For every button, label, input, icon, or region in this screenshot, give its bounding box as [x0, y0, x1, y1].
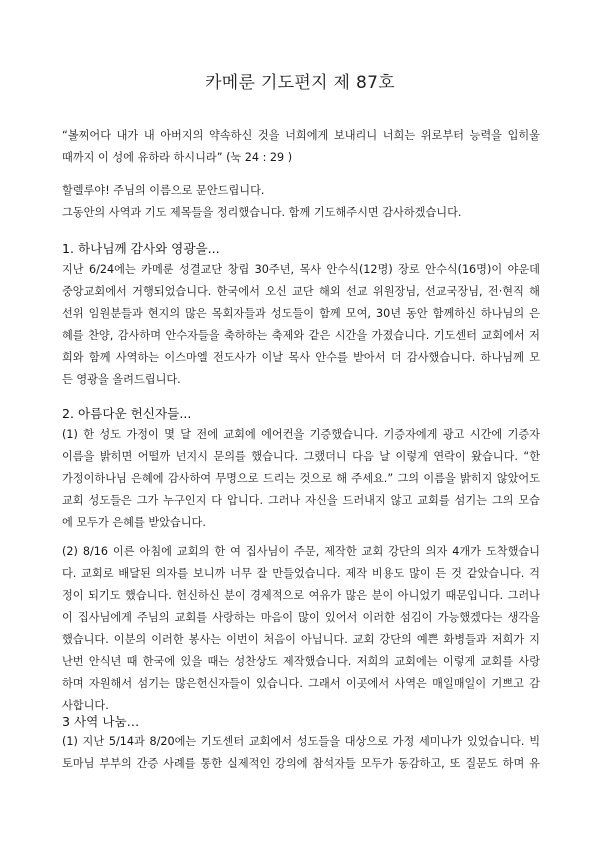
scripture-verse — [62, 125, 540, 169]
section-2-paragraph-2 — [62, 541, 540, 717]
paragraph-line: 토마님 부부의 간증 사례를 통한 실제적인 강의에 참석자들 모두가 동감하고, 또 질문도 하며 유 — [62, 757, 540, 770]
page-title: 카메룬 기도편지 제 87호 — [205, 73, 395, 93]
paragraph-line: 혜를 찬양, 감사하며 안수자들을 축하하는 축제와 같은 시간을 가졌습니다. 기도센터 교회에서 저 — [62, 329, 540, 342]
verse-line: 때까지 이 성에 유하라 하시니라” (눅 24 : 29 ) — [62, 151, 293, 164]
section-heading-3: 3 사역 나눔… — [62, 714, 140, 729]
paragraph-line: 하며 자원해서 섬기는 많은헌신자들이 있습니다. 그래서 이곳에서 사역은 매일매일이 기쁘고 감 — [62, 677, 540, 690]
section-heading-1: 1. 하나님께 감사와 영광을... — [62, 241, 220, 256]
paragraph-line: (1) 한 성도 가정이 몇 달 전에 교회에 에어컨을 기증했습니다. 기증자에게 광고 시간에 기증자 — [62, 428, 540, 441]
paragraph-line: 다. 교회로 배달된 의자를 보니까 너무 잘 만들었습니다. 제작 비용도 많이 든 것 같았습니다. 걱 — [62, 567, 540, 580]
section-2-paragraph-1 — [62, 424, 540, 534]
section-3-body — [62, 731, 540, 775]
greeting-line: 그동안의 사역과 기도 제목들을 정리했습니다. 함께 기도해주시면 감사하겠습니다. — [62, 206, 462, 219]
paragraph-line: (1) 지난 5/14과 8/20에는 기도센터 교회에서 성도들을 대상으로 가정 세미나가 있었습니다. 빅 — [62, 735, 540, 748]
paragraph-line: 교회 성도들은 그가 누구인지 다 압니다. 그러나 자신을 드러내지 않고 교회를 섬기는 그의 모습 — [62, 494, 540, 507]
section-1-body — [62, 259, 540, 391]
greeting-line: 할렐루야! 주님의 이름으로 문안드립니다. — [62, 184, 265, 197]
paragraph-line: 지난 6/24에는 카메룬 성결교단 창립 30주년, 목사 안수식(12명) 장로 안수식(16명)이 야운데 — [62, 263, 540, 276]
paragraph-line: 정이 되기도 했습니다. 헌신하신 분이 경제적으로 여유가 많은 분이 아니었기 때문입니다. 그러나 — [62, 589, 540, 602]
paragraph-line: 이름을 밝히면 어떨까 넌지시 문의를 했습니다. 그랬더니 다음 날 이렇게 연락이 왔습니다. “한 — [62, 450, 540, 463]
paragraph-line: 든 영광을 올려드립니다. — [62, 373, 181, 386]
paragraph-line: 에 모두가 은혜를 받았습니다. — [62, 516, 206, 529]
section-heading-2: 2. 아름다운 헌신자들... — [62, 406, 192, 421]
paragraph-line: 사합니다. — [62, 699, 109, 712]
verse-line: “볼찌어다 내가 내 아버지의 약속하신 것을 너희에게 보내리니 너희는 위로부터 능력을 입히울 — [62, 129, 540, 142]
paragraph-line: 이 집사님에게 주님의 교회를 사랑하는 마음이 많이 있어서 이러한 섬김이 가능했겠다는 생각을 — [62, 611, 540, 624]
paragraph-line: 난번 안식년 때 한국에 있을 때는 성찬상도 제작했습니다. 저희의 교회에는 이렇게 교회를 사랑 — [62, 655, 540, 668]
paragraph-line: 중앙교회에서 거행되었습니다. 한국에서 오신 교단 해외 선교 위원장님, 선교국장님, 전·현직 해 — [62, 285, 540, 298]
paragraph-line: (2) 8/16 이른 아침에 교회의 한 여 집사님이 주문, 제작한 교회 강단의 의자 4개가 도착했습니 — [62, 545, 540, 558]
paragraph-line: 가정이하나님 은혜에 감사하여 무명으로 드리는 것으로 해 주세요.” 그의 이름을 밝히지 않았어도 — [62, 472, 540, 485]
paragraph-line: 선위 임원분들과 현지의 많은 목회자들과 성도들이 함께 모여, 30년 동안 함께하신 하나님의 은 — [62, 307, 540, 320]
paragraph-line: 희와 함께 사역하는 이스마엘 전도사가 이날 목사 안수를 받아서 더 감사했습니다. 하나님께 모 — [62, 351, 540, 364]
paragraph-line: 했습니다. 이분의 이러한 봉사는 이번이 처음이 아닙니다. 교회 강단의 예쁜 화병들과 저희가 지 — [62, 633, 540, 646]
greeting — [62, 180, 540, 224]
